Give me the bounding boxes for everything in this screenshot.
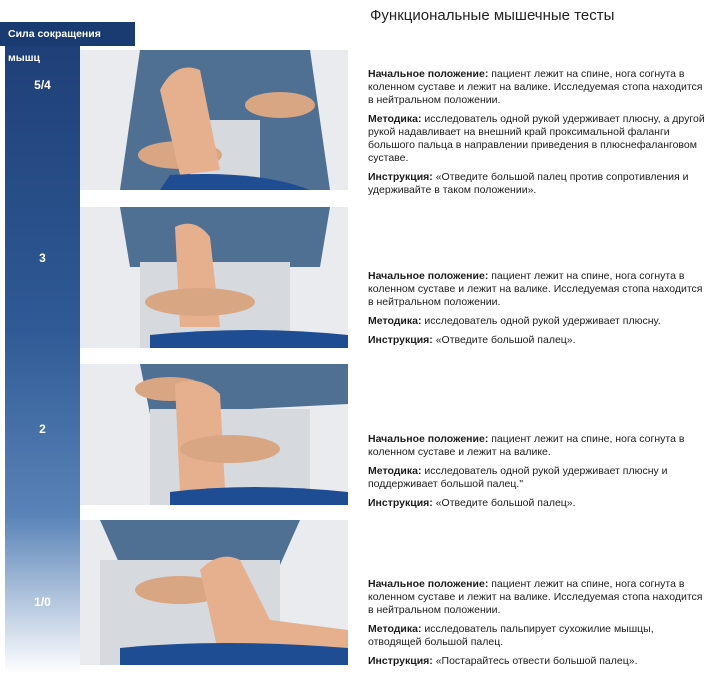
instruction-text: «Отведите большой палец против сопротивления и удерживайте в таком положении». [368, 171, 689, 196]
start-text: пациент лежит на спине, нога согнута в коленном суставе и лежит на валике. Исследуемая стопа находится в нейтральном положении. [368, 578, 703, 616]
method-text: исследователь одной рукой удерживает плюсну, а другой рукой надавливает на внешний край проксимальной фаланги большого пальца в направлении приведения в плюснефаланговом суставе. [368, 113, 705, 164]
label-method: Методика: [368, 465, 422, 477]
side-header: Сила сокращения мышц [0, 22, 135, 46]
instruction-text: «Постарайтесь отвести большой палец». [435, 655, 638, 667]
label-instruction: Инструкция: [368, 334, 433, 346]
label-start: Начальное положение: [368, 578, 489, 590]
instruction-text: «Отведите большой палец». [435, 334, 576, 346]
grade-label: 3 [39, 251, 46, 265]
label-start: Начальное положение: [368, 270, 489, 282]
label-instruction: Инструкция: [368, 171, 433, 183]
label-instruction: Инструкция: [368, 497, 433, 509]
label-instruction: Инструкция: [368, 655, 433, 667]
label-start: Начальное положение: [368, 433, 489, 445]
method-text: исследователь одной рукой удерживает плюсну. [424, 315, 661, 327]
start-text: пациент лежит на спине, нога согнута в коленном суставе и лежит на валике. Исследуемая стопа находится в нейтральном положении. [368, 68, 703, 106]
method-text: исследователь пальпирует сухожилие мышцы, отводящей большой палец. [368, 623, 654, 648]
label-method: Методика: [368, 623, 422, 635]
test-description-1-0 [368, 578, 708, 674]
test-description-3 [368, 270, 708, 353]
grade-strip [5, 45, 80, 674]
test-description-2 [368, 433, 708, 516]
test-description-5-4 [368, 68, 708, 203]
test-photo-3 [80, 207, 348, 348]
label-method: Методика: [368, 315, 422, 327]
page-title: Функциональные мышечные тесты [370, 7, 615, 24]
test-photo-2 [80, 364, 348, 505]
grade-label: 2 [39, 422, 46, 436]
label-method: Методика: [368, 113, 422, 125]
test-photo-5-4 [80, 50, 348, 190]
start-text: пациент лежит на спине, нога согнута в коленном суставе и лежит на валике. Исследуемая стопа находится в нейтральном положении. [368, 270, 703, 308]
instruction-text: «Отведите большой палец». [435, 497, 576, 509]
start-text: пациент лежит на спине, нога согнута в коленном суставе и лежит на валике. [368, 433, 685, 458]
method-text: исследователь одной рукой удерживает плюсну и поддерживает большой палец." [368, 465, 668, 490]
grade-label: 5/4 [34, 78, 51, 92]
grade-label: 1/0 [34, 595, 51, 609]
test-photo-1-0 [80, 520, 348, 665]
label-start: Начальное положение: [368, 68, 489, 80]
